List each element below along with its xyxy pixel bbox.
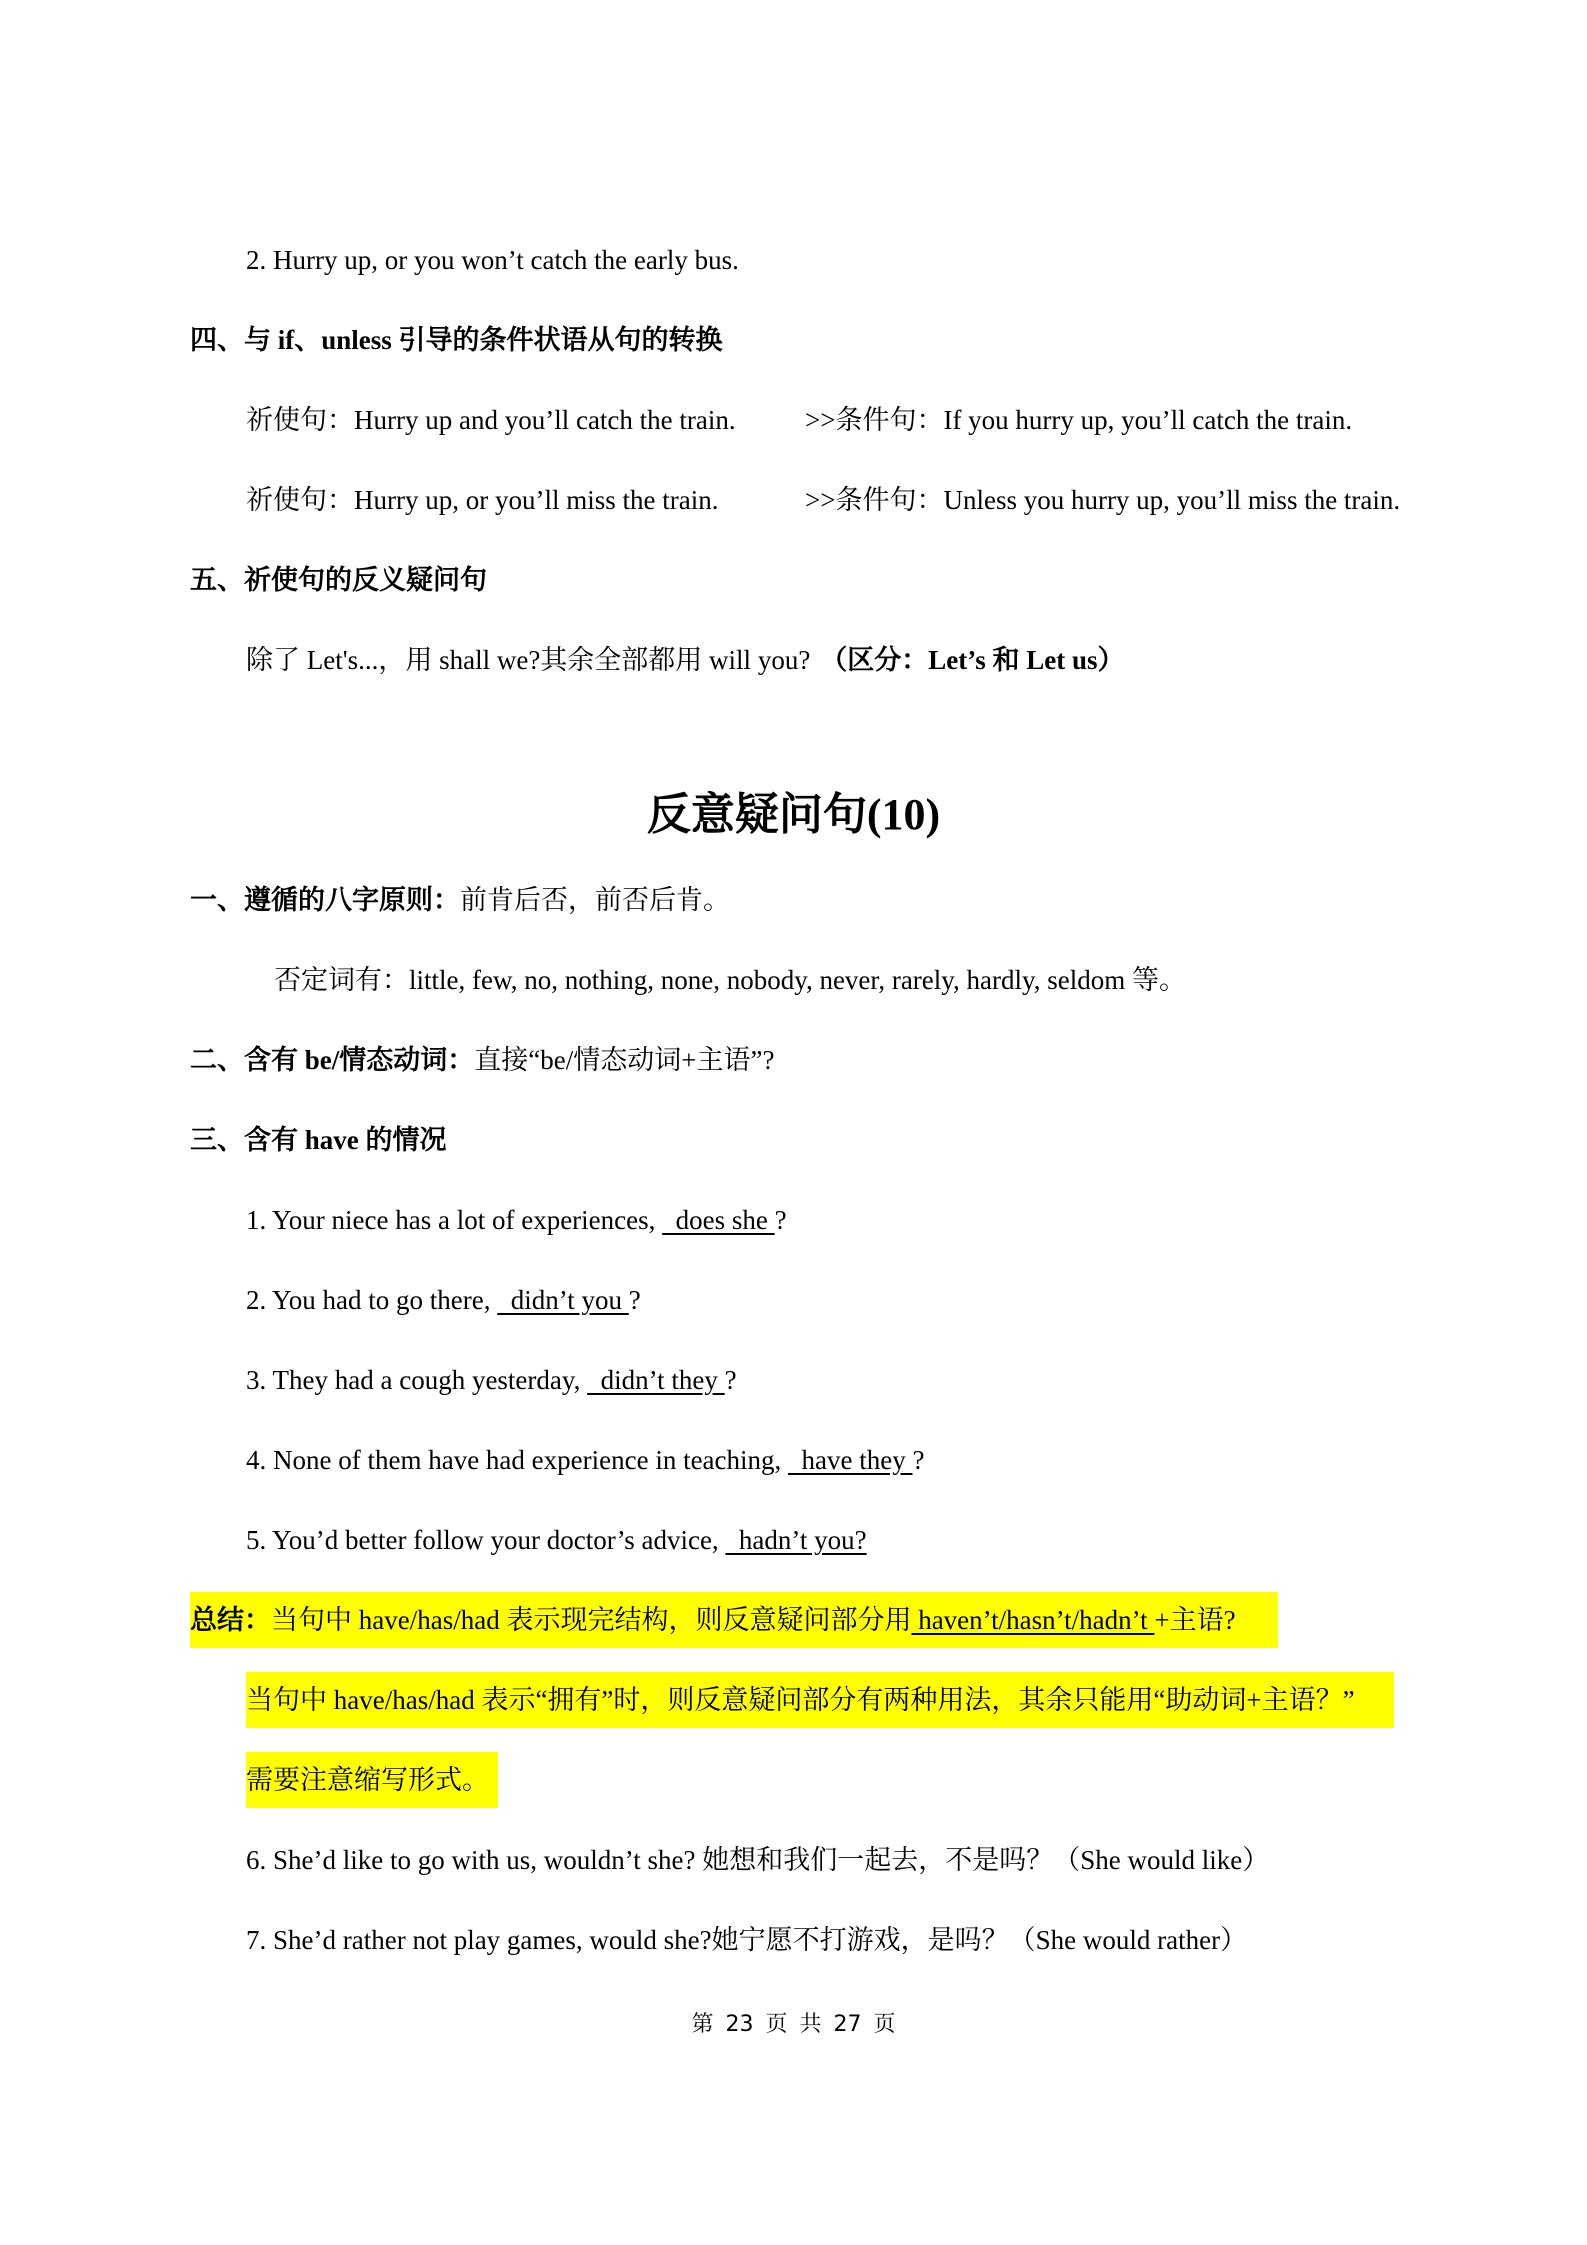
example-text: 4. None of them have had experience in teaching,: [246, 1445, 789, 1475]
example-3: [246, 1360, 737, 1400]
example-4: [246, 1440, 924, 1480]
summary-text: 当句中 have/has/had 表示现完结构，则反意疑问部分用: [271, 1605, 912, 1635]
example-6: 6. She’d like to go with us, wouldn’t she? 她想和我们一起去，不是吗？（She would like）: [246, 1845, 1270, 1875]
summary-line-3: 需要注意缩写形式。: [246, 1765, 489, 1795]
example-end: ?: [912, 1445, 925, 1475]
page-footer: [0, 2010, 1587, 2040]
example-text: 1. Your niece has a lot of experiences,: [246, 1205, 663, 1235]
negative-words-line: 否定词有：little, few, no, nothing, none, nobody, never, rarely, hardly, seldom 等。: [274, 965, 1186, 995]
list-item: 2. Hurry up, or you won’t catch the early bus.: [246, 245, 739, 275]
example-answer: didn’t you: [497, 1285, 629, 1315]
example-answer: have they: [788, 1445, 913, 1475]
example-answer: didn’t they: [587, 1365, 725, 1395]
summary-label: 总结：: [190, 1605, 271, 1635]
be-modal-line: [190, 1040, 774, 1080]
example-text: 3. They had a cough yesterday,: [246, 1365, 588, 1395]
total-pages: 27: [833, 2012, 862, 2037]
footer-word: 第: [691, 2012, 714, 2037]
example-text: 5. You’d better follow your doctor’s advice,: [246, 1525, 726, 1555]
example-1: [246, 1200, 787, 1240]
rule-note: （区分：Let’s 和 Let us）: [820, 645, 1125, 675]
summary-end: +主语?: [1154, 1605, 1236, 1635]
imperative-example-2: 祈使句：Hurry up, or you’ll miss the train.: [246, 485, 719, 515]
footer-word: 共: [799, 2012, 822, 2037]
footer-word: 页: [873, 2012, 896, 2037]
principle-line: [190, 880, 730, 920]
example-end: ?: [724, 1365, 737, 1395]
page-number: 23: [725, 2012, 754, 2037]
conditional-example-1: >>条件句：If you hurry up, you’ll catch the train.: [805, 405, 1353, 435]
summary-line-1: [190, 1600, 1236, 1640]
be-modal-heading: 二、含有 be/情态动词：: [190, 1045, 475, 1075]
summary-answer: haven’t/hasn’t/hadn’t: [911, 1605, 1155, 1635]
principle-heading: 一、遵循的八字原则：: [190, 885, 460, 915]
example-answer: does she: [662, 1205, 775, 1235]
principle-text: 前肯后否，前否后肯。: [460, 885, 730, 915]
example-text: 2. You had to go there,: [246, 1285, 498, 1315]
page-title: 反意疑问句(10): [646, 790, 941, 839]
example-7: 7. She’d rather not play games, would she?她宁愿不打游戏，是吗？（She would rather）: [246, 1925, 1248, 1955]
be-modal-text: 直接“be/情态动词+主语”?: [474, 1045, 775, 1075]
conditional-example-2: >>条件句：Unless you hurry up, you’ll miss the train.: [805, 485, 1401, 515]
section-heading-4: 四、与 if、unless 引导的条件状语从句的转换: [190, 325, 723, 355]
example-end: ?: [628, 1285, 641, 1315]
example-end: ?: [774, 1205, 787, 1235]
summary-line-2: 当句中 have/has/had 表示“拥有”时，则反意疑问部分有两种用法，其余只能用“助动词+主语？”: [246, 1685, 1355, 1715]
have-heading: 三、含有 have 的情况: [190, 1125, 447, 1155]
example-answer: hadn’t you?: [725, 1525, 867, 1555]
example-5: [246, 1520, 867, 1560]
footer-word: 页: [765, 2012, 788, 2037]
section-heading-5: 五、祈使句的反义疑问句: [190, 565, 487, 595]
rule-text: 除了 Let's...，用 shall we?其余全部都用 will you?: [246, 645, 811, 675]
example-2: [246, 1280, 641, 1320]
rule-line: [246, 640, 1125, 680]
imperative-example-1: 祈使句：Hurry up and you’ll catch the train.: [246, 405, 736, 435]
